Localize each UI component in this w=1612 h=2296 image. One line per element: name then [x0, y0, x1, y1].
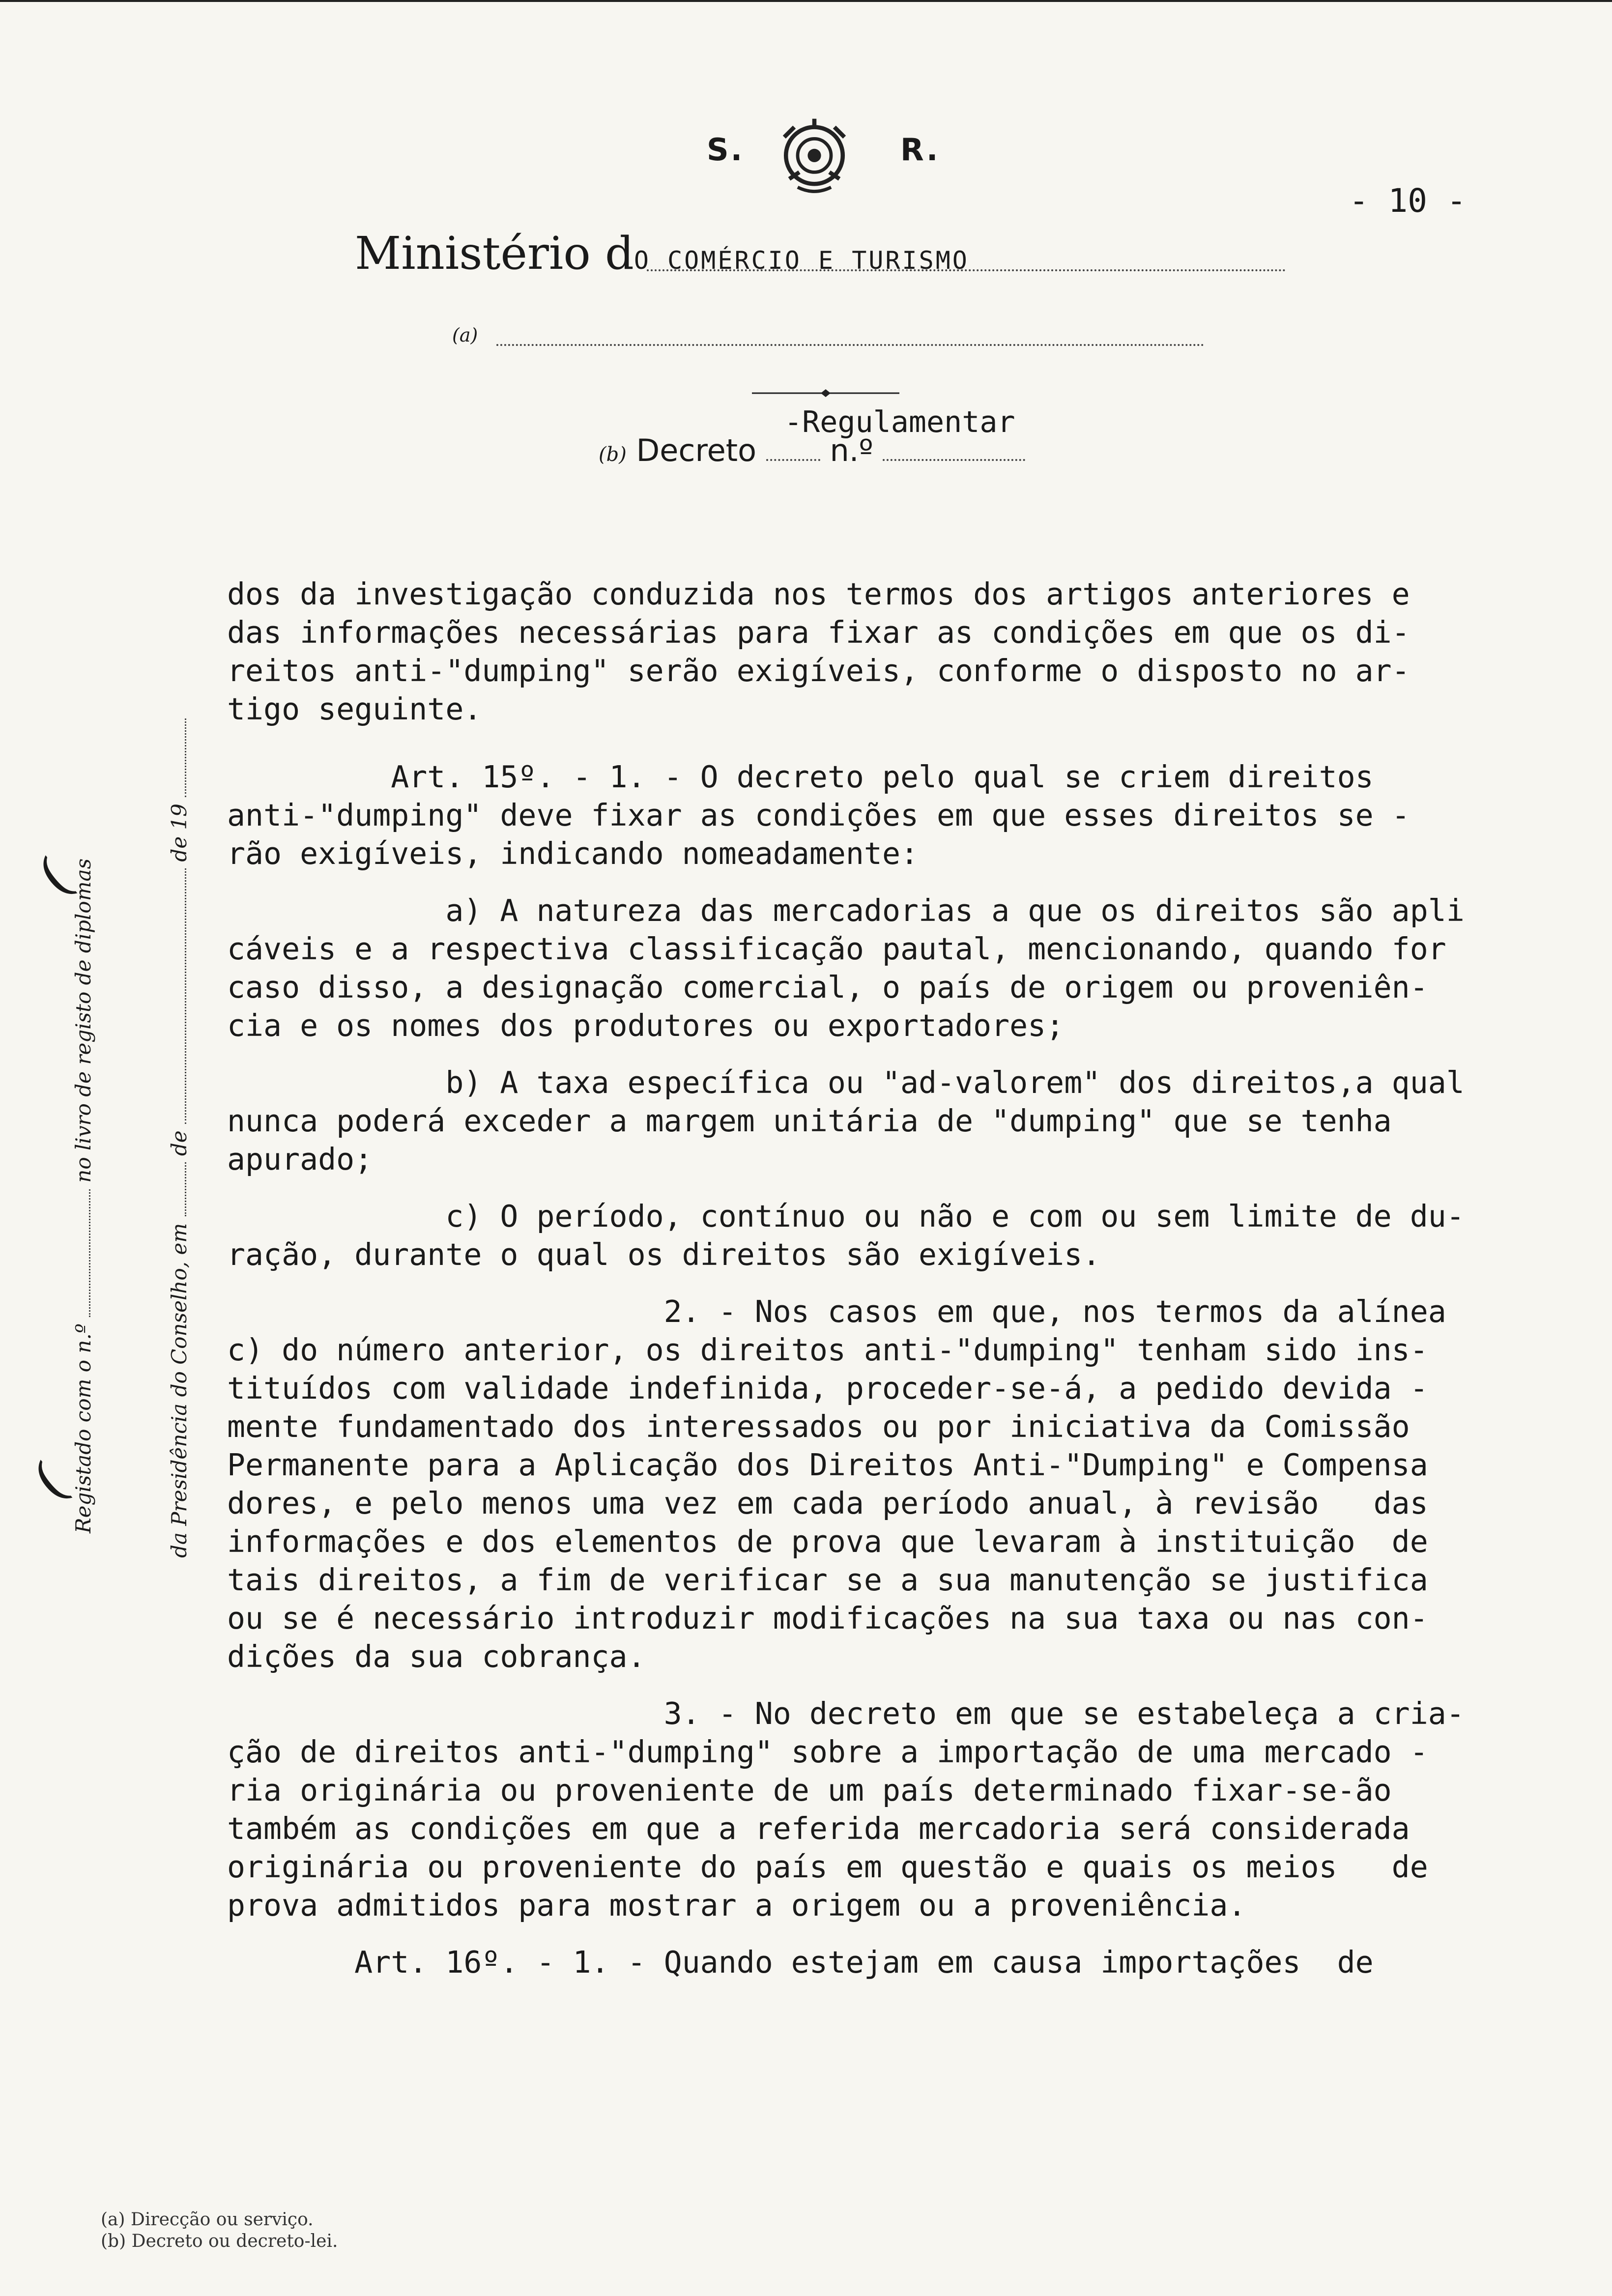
text-line: ria originária ou proveniente de um país determinado fixar-se-ão: [227, 1773, 1392, 1808]
republic-seal-icon: [773, 112, 856, 196]
text-line: c) do número anterior, os direitos anti-"dumping" tenham sido ins-: [227, 1332, 1428, 1368]
paragraph-art-15-1-a: [227, 891, 1549, 1045]
text-line: anti-"dumping" deve fixar as condições em que esses direitos se -: [227, 798, 1410, 833]
text-line: dos da investigação conduzida nos termos dos artigos anteriores e: [227, 576, 1410, 612]
page-number: - 10 -: [1349, 182, 1467, 220]
text-line: apurado;: [227, 1142, 373, 1177]
text-line: cáveis e a respectiva classificação pautal, mencionando, quando for: [227, 931, 1446, 967]
decreto-dotted-line: [766, 459, 820, 461]
text-line: ou se é necessário introduzir modificações na sua taxa ou nas con-: [227, 1601, 1428, 1636]
margin-bracket-top: (: [26, 846, 84, 908]
text-line: tigo seguinte.: [227, 691, 482, 727]
text-line: reitos anti-"dumping" serão exigíveis, conforme o disposto no ar-: [227, 653, 1410, 689]
margin-bracket-bottom: (: [21, 1450, 79, 1512]
paragraph-art-15-1-c: [227, 1197, 1549, 1274]
decreto-label: Decreto: [636, 432, 757, 468]
margin-line2-fill-3: [185, 718, 186, 797]
ministry-label: Ministério d: [355, 227, 634, 280]
top-border: [0, 0, 1612, 2]
footnote-a: (a) Direcção ou serviço.: [101, 2210, 314, 2230]
text-line: Art. 15º. - 1. - O decreto pelo qual se criem direitos: [227, 759, 1374, 795]
text-line: 3. - No decreto em que se estabeleça a cria-: [227, 1696, 1465, 1731]
text-line: b) A taxa específica ou "ad-valorem" dos direitos,a qual: [227, 1065, 1465, 1100]
text-line: prova admitidos para mostrar a origem ou a proveniência.: [227, 1888, 1246, 1923]
margin-registration-line-2: [167, 624, 191, 1558]
decree-type: -Regulamentar: [784, 405, 1015, 439]
paragraph-1: [227, 575, 1549, 728]
paragraph-art-15-2: [227, 1292, 1549, 1676]
text-line: cia e os nomes dos produtores ou exportadores;: [227, 1008, 1065, 1043]
margin-line2-b: de: [167, 1130, 191, 1156]
ornament-divider: [752, 388, 899, 398]
text-line: c) O período, contínuo ou não e com ou sem limite de du-: [227, 1199, 1465, 1234]
text-line: tituídos com validade indefinida, proceder-se-á, a pedido devida -: [227, 1371, 1428, 1406]
text-line: tais direitos, a fim de verificar se a sua manutenção se justifica: [227, 1562, 1428, 1598]
margin-registration-line-1: [71, 600, 95, 1533]
text-line: originária ou proveniente do país em questão e quais os meios de: [227, 1849, 1428, 1885]
text-line: Art. 16º. - 1. - Quando estejam em causa importações de: [227, 1945, 1374, 1980]
paragraph-art-15-3: [227, 1694, 1549, 1924]
text-line: dições da sua cobrança.: [227, 1639, 646, 1674]
paragraph-art-15-1-b: [227, 1063, 1549, 1178]
margin-line1-fill: [89, 1189, 90, 1317]
text-line: a) A natureza das mercadorias a que os direitos são apli: [227, 893, 1465, 928]
margin-line1-a: Registado com o n.º: [71, 1323, 95, 1533]
margin-line2-a: da Presidência do Conselho, em: [167, 1223, 191, 1558]
header-letter-s: S.: [707, 132, 745, 168]
text-line: dores, e pelo menos uma vez em cada período anual, à revisão das: [227, 1486, 1428, 1521]
text-line: mente fundamentado dos interessados ou por iniciativa da Comissão: [227, 1409, 1410, 1444]
text-line: rão exigíveis, indicando nomeadamente:: [227, 836, 919, 871]
numero-dotted-line: [883, 459, 1025, 461]
ministry-department: O COMÉRCIO E TURISMO: [633, 246, 969, 275]
text-line: informações e dos elementos de prova que levaram à instituição de: [227, 1524, 1428, 1559]
ministry-dotted-line: [647, 269, 1286, 271]
text-line: ção de direitos anti-"dumping" sobre a importação de uma mercado -: [227, 1734, 1428, 1770]
text-line: ração, durante o qual os direitos são exigíveis.: [227, 1237, 1101, 1272]
text-line: também as condições em que a referida mercadoria será considerada: [227, 1811, 1410, 1846]
footnotes: [101, 2209, 338, 2252]
text-line: 2. - Nos casos em que, nos termos da alínea: [227, 1294, 1446, 1329]
text-line: Permanente para a Aplicação dos Direitos Anti-"Dumping" e Compensa: [227, 1447, 1428, 1483]
header-letter-r: R.: [900, 132, 940, 168]
decree-body: [227, 575, 1549, 1981]
paragraph-art-15-1: [227, 758, 1549, 873]
text-line: nunca poderá exceder a margem unitária de "dumping" que se tenha: [227, 1103, 1392, 1139]
field-a-dotted-line: [496, 344, 1204, 346]
margin-line2-fill-1: [185, 1162, 186, 1216]
text-line: das informações necessárias para fixar as condições em que os di-: [227, 615, 1410, 650]
decree-line: [599, 432, 1025, 468]
margin-line2-c: de 19: [167, 804, 191, 862]
footnote-b: (b) Decreto ou decreto-lei.: [101, 2231, 338, 2251]
field-a-label: (a): [452, 324, 478, 346]
paragraph-art-16-1: [227, 1943, 1549, 1981]
margin-line1-b: no livro de registo de diplomas: [71, 858, 95, 1183]
ministry-title: [355, 227, 969, 280]
numero-label: n.º: [830, 432, 873, 468]
margin-line2-fill-2: [185, 868, 186, 1124]
field-b-label: (b): [599, 443, 627, 466]
text-line: caso disso, a designação comercial, o país de origem ou proveniên-: [227, 970, 1428, 1005]
